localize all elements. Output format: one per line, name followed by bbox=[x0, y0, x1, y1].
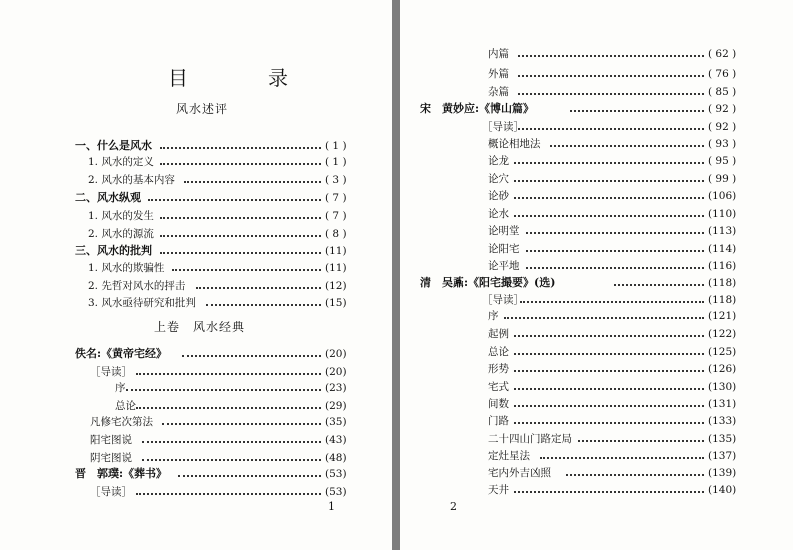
toc-entry-page: ( 85 ) bbox=[708, 86, 737, 98]
dot-leader bbox=[514, 162, 704, 164]
toc-entry[interactable] bbox=[482, 119, 793, 135]
toc-entry[interactable] bbox=[488, 465, 793, 481]
toc-entry-page: (12) bbox=[325, 280, 347, 292]
dot-leader bbox=[136, 373, 321, 375]
toc-entry-page: ( 93 ) bbox=[708, 138, 737, 150]
toc-entry-label: 门路 bbox=[488, 415, 509, 427]
toc-entry-page: (35) bbox=[325, 416, 347, 428]
toc-entry[interactable] bbox=[88, 295, 392, 311]
dot-leader bbox=[514, 335, 704, 337]
toc-entry-label: 清 吴鼒:《阳宅撮要》(选) bbox=[420, 276, 556, 289]
toc-entry-page: (125) bbox=[708, 346, 737, 358]
toc-entry[interactable] bbox=[88, 172, 392, 188]
toc-entry-page: ( 99 ) bbox=[708, 173, 737, 185]
toc-entry[interactable] bbox=[90, 484, 392, 500]
toc-entry-page: (53) bbox=[325, 468, 347, 480]
toc-entry-page: (140) bbox=[708, 484, 737, 496]
toc-entry[interactable] bbox=[90, 432, 392, 448]
dot-leader bbox=[514, 353, 704, 355]
dot-leader bbox=[514, 197, 704, 199]
dot-leader bbox=[206, 304, 321, 306]
toc-entry-page: ( 62 ) bbox=[708, 48, 737, 60]
toc-entry-page: (48) bbox=[325, 452, 347, 464]
toc-entry-label: 阴宅图说 bbox=[90, 452, 132, 464]
toc-entry-label: 宅内外吉凶照 bbox=[488, 467, 551, 479]
toc-entry-label: 晋 郭璞:《葬书》 bbox=[75, 467, 168, 480]
toc-entry-page: ( 7 ) bbox=[325, 192, 347, 204]
page-number-left: 1 bbox=[328, 500, 335, 513]
toc-entry[interactable] bbox=[90, 414, 392, 430]
toc-entry-label: ［导读］ bbox=[482, 294, 524, 306]
toc-entry-label: 总论 bbox=[115, 400, 136, 412]
toc-entry-label: 内篇 bbox=[488, 48, 509, 60]
toc-entry-label: 起例 bbox=[488, 328, 509, 340]
dot-leader bbox=[518, 75, 704, 77]
toc-entry-label: 宋 黄妙应:《博山篇》 bbox=[420, 102, 535, 115]
toc-entry-page: (118) bbox=[708, 277, 737, 289]
dot-leader bbox=[514, 180, 704, 182]
toc-entry-page: (131) bbox=[708, 398, 737, 410]
toc-entry-label: 2. 风水的基本内容 bbox=[88, 174, 175, 186]
toc-entry[interactable] bbox=[75, 190, 392, 206]
toc-entry-label: 二十四山门路定局 bbox=[488, 433, 572, 445]
toc-entry-label: 论砂 bbox=[488, 190, 509, 202]
dot-leader bbox=[184, 181, 321, 183]
toc-entry-page: ( 7 ) bbox=[325, 210, 347, 222]
dot-leader bbox=[160, 163, 321, 165]
toc-entry-page: (110) bbox=[708, 208, 737, 220]
dot-leader bbox=[160, 235, 321, 237]
dot-leader bbox=[142, 441, 321, 443]
dot-leader bbox=[136, 493, 321, 495]
dot-leader bbox=[550, 145, 704, 147]
toc-entry[interactable] bbox=[88, 154, 392, 170]
toc-entry[interactable] bbox=[488, 223, 793, 239]
toc-entry-label: 论龙 bbox=[488, 155, 509, 167]
toc-entry[interactable] bbox=[488, 206, 793, 222]
toc-entry-label: 佚名:《黄帝宅经》 bbox=[75, 347, 168, 360]
toc-entry[interactable] bbox=[488, 171, 793, 187]
toc-entry-label: 二、风水纵观 bbox=[75, 191, 141, 204]
dot-leader bbox=[540, 457, 704, 459]
toc-entry-page: ( 92 ) bbox=[708, 121, 737, 133]
dot-leader bbox=[178, 475, 321, 477]
dot-leader bbox=[182, 355, 321, 357]
toc-entry-page: (11) bbox=[325, 262, 347, 274]
toc-entry[interactable] bbox=[488, 396, 793, 412]
toc-entry[interactable] bbox=[488, 482, 793, 498]
dot-leader bbox=[160, 252, 321, 254]
toc-entry-page: (43) bbox=[325, 434, 347, 446]
left-page bbox=[0, 0, 392, 550]
toc-entry[interactable] bbox=[115, 398, 392, 414]
dot-leader bbox=[566, 474, 704, 476]
dot-leader bbox=[126, 389, 321, 391]
toc-entry[interactable] bbox=[420, 275, 793, 291]
toc-entry-label: 论阳宅 bbox=[488, 243, 520, 255]
toc-entry[interactable] bbox=[488, 431, 793, 447]
toc-entry[interactable] bbox=[488, 448, 793, 464]
toc-entry-label: 一、什么是风水 bbox=[75, 139, 152, 152]
dot-leader bbox=[136, 407, 321, 409]
toc-entry-page: (113) bbox=[708, 225, 737, 237]
toc-entry-label: 间数 bbox=[488, 398, 509, 410]
dot-leader bbox=[160, 217, 321, 219]
toc-entry-label: 凡修宅次第法 bbox=[90, 416, 153, 428]
toc-entry-page: ( 1 ) bbox=[325, 156, 347, 168]
toc-entry[interactable] bbox=[488, 136, 793, 152]
toc-entry-page: (122) bbox=[708, 328, 737, 340]
page-divider bbox=[392, 0, 400, 550]
toc-entry-page: (133) bbox=[708, 415, 737, 427]
dot-leader bbox=[142, 459, 321, 461]
toc-entry-page: (20) bbox=[325, 366, 347, 378]
toc-entry-label: 天井 bbox=[488, 484, 509, 496]
toc-entry-page: ( 1 ) bbox=[325, 140, 347, 152]
toc-entry-label: 序 bbox=[488, 310, 499, 322]
dot-leader bbox=[518, 128, 704, 130]
dot-leader bbox=[148, 199, 321, 201]
dot-leader bbox=[172, 269, 321, 271]
toc-entry[interactable] bbox=[488, 344, 793, 360]
dot-leader bbox=[514, 491, 704, 493]
dot-leader bbox=[514, 215, 704, 217]
dot-leader bbox=[578, 440, 704, 442]
dot-leader bbox=[514, 388, 704, 390]
toc-entry-label: ［导读］ bbox=[482, 121, 524, 133]
toc-entry-label: 定灶星法 bbox=[488, 450, 530, 462]
toc-entry[interactable] bbox=[88, 226, 392, 242]
dot-leader bbox=[196, 287, 321, 289]
toc-entry[interactable] bbox=[488, 379, 793, 395]
dot-leader bbox=[570, 110, 704, 112]
toc-entry[interactable] bbox=[488, 326, 793, 342]
dot-leader bbox=[526, 232, 704, 234]
toc-entry-page: (126) bbox=[708, 363, 737, 375]
toc-entry-label: 论平地 bbox=[488, 260, 520, 272]
toc-entry-page: (118) bbox=[708, 294, 737, 306]
toc-entry-label: 三、风水的批判 bbox=[75, 244, 152, 257]
toc-entry-page: (121) bbox=[708, 310, 737, 322]
toc-entry-page: ( 95 ) bbox=[708, 155, 737, 167]
toc-entry-label: ［导读］ bbox=[90, 486, 132, 498]
dot-leader bbox=[504, 317, 704, 319]
toc-entry-label: 论穴 bbox=[488, 173, 509, 185]
toc-title: 目 录 bbox=[168, 66, 318, 90]
toc-entry[interactable] bbox=[488, 361, 793, 377]
dot-leader bbox=[514, 405, 704, 407]
toc-entry-label: 宅式 bbox=[488, 381, 509, 393]
toc-entry-page: (114) bbox=[708, 243, 737, 255]
toc-entry[interactable] bbox=[90, 450, 392, 466]
toc-entry-page: ( 92 ) bbox=[708, 103, 737, 115]
dot-leader bbox=[520, 301, 704, 303]
toc-entry[interactable] bbox=[420, 101, 793, 117]
toc-entry-label: 形势 bbox=[488, 363, 509, 375]
dot-leader bbox=[160, 147, 321, 149]
toc-entry[interactable] bbox=[90, 364, 392, 380]
toc-entry[interactable] bbox=[488, 84, 793, 100]
toc-entry-page: (20) bbox=[325, 348, 347, 360]
toc-entry-label: 外篇 bbox=[488, 68, 509, 80]
toc-entry-label: 1. 风水的定义 bbox=[88, 156, 154, 168]
toc-entry[interactable] bbox=[488, 308, 793, 324]
toc-entry-page: (11) bbox=[325, 245, 347, 257]
toc-entry[interactable] bbox=[488, 46, 793, 62]
toc-entry[interactable] bbox=[75, 346, 392, 362]
toc-entry-page: (23) bbox=[325, 382, 347, 394]
section-title-classics: 上卷 风水经典 bbox=[154, 320, 246, 334]
toc-entry[interactable] bbox=[88, 278, 392, 294]
toc-entry[interactable] bbox=[88, 260, 392, 276]
toc-entry[interactable] bbox=[482, 292, 793, 308]
toc-entry-label: 杂篇 bbox=[488, 86, 509, 98]
dot-leader bbox=[162, 423, 321, 425]
toc-entry[interactable] bbox=[488, 413, 793, 429]
toc-entry-label: 概论相地法 bbox=[488, 138, 541, 150]
toc-entry-label: 3. 风水亟待研究和批判 bbox=[88, 297, 196, 309]
dot-leader bbox=[526, 250, 704, 252]
toc-entry-page: (130) bbox=[708, 381, 737, 393]
right-page bbox=[400, 0, 793, 550]
toc-entry-label: ［导读］ bbox=[90, 366, 132, 378]
toc-entry[interactable] bbox=[488, 66, 793, 82]
toc-entry[interactable] bbox=[488, 241, 793, 257]
dot-leader bbox=[518, 93, 704, 95]
toc-entry[interactable] bbox=[88, 208, 392, 224]
toc-entry[interactable] bbox=[115, 380, 392, 396]
toc-entry-page: ( 8 ) bbox=[325, 228, 347, 240]
toc-entry-label: 序 bbox=[115, 382, 126, 394]
dot-leader bbox=[614, 284, 704, 286]
toc-entry-page: (15) bbox=[325, 297, 347, 309]
toc-entry-label: 2. 风水的源流 bbox=[88, 228, 154, 240]
toc-entry[interactable] bbox=[75, 243, 392, 259]
dot-leader bbox=[514, 422, 704, 424]
toc-entry[interactable] bbox=[488, 258, 793, 274]
dot-leader bbox=[514, 370, 704, 372]
section-title-review: 风水述评 bbox=[176, 102, 229, 116]
toc-entry-label: 论明堂 bbox=[488, 225, 520, 237]
page-number-right: 2 bbox=[450, 500, 457, 513]
toc-entry-page: (106) bbox=[708, 190, 737, 202]
toc-entry-label: 总论 bbox=[488, 346, 509, 358]
toc-entry-label: 1. 风水的发生 bbox=[88, 210, 154, 222]
toc-entry[interactable] bbox=[488, 153, 793, 169]
toc-entry-page: (139) bbox=[708, 467, 737, 479]
toc-entry-page: ( 3 ) bbox=[325, 174, 347, 186]
toc-entry-page: ( 76 ) bbox=[708, 68, 737, 80]
toc-entry[interactable] bbox=[75, 466, 392, 482]
toc-entry-page: (116) bbox=[708, 260, 737, 272]
toc-entry[interactable] bbox=[75, 138, 392, 154]
toc-entry-page: (135) bbox=[708, 433, 737, 445]
toc-entry[interactable] bbox=[488, 188, 793, 204]
toc-entry-label: 论水 bbox=[488, 208, 509, 220]
toc-entry-label: 2. 先哲对风水的抨击 bbox=[88, 280, 186, 292]
toc-entry-page: (137) bbox=[708, 450, 737, 462]
toc-entry-label: 阳宅图说 bbox=[90, 434, 132, 446]
dot-leader bbox=[518, 55, 704, 57]
toc-entry-page: (53) bbox=[325, 486, 347, 498]
dot-leader bbox=[526, 267, 704, 269]
toc-entry-label: 1. 风水的欺骗性 bbox=[88, 262, 165, 274]
toc-entry-page: (29) bbox=[325, 400, 347, 412]
